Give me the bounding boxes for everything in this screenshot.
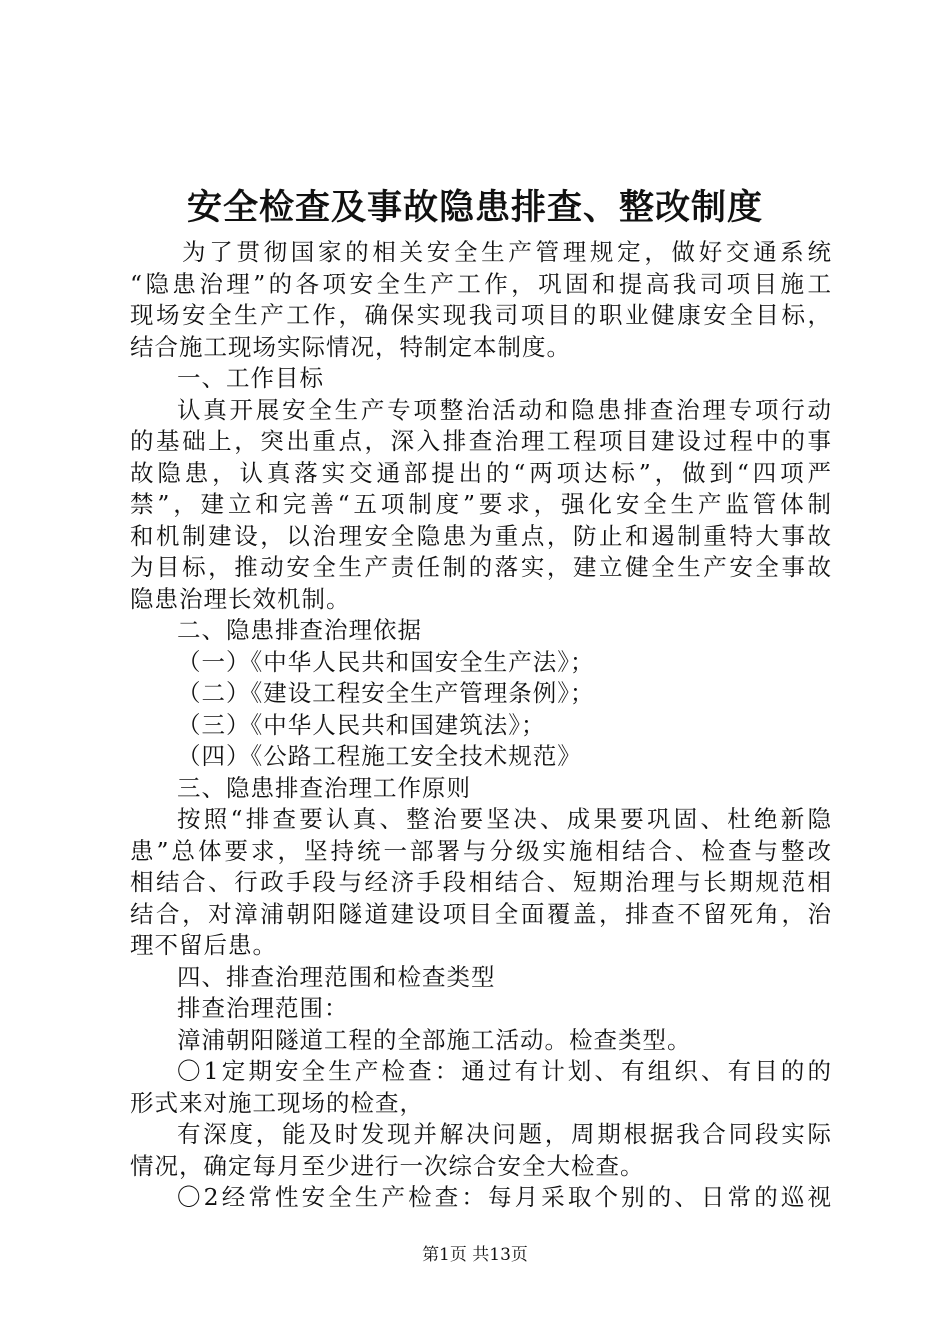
paragraph-line: 按照“排查要认真、整治要坚决、成果要巩固、杜绝新隐 xyxy=(177,805,832,833)
paragraph-line: 认真开展安全生产专项整治活动和隐患排查治理专项行动 xyxy=(177,395,832,424)
paragraph-line: 有深度，能及时发现并解决问题，周期根据我合同段实际 xyxy=(177,1120,832,1148)
document-title: 安全检查及事故隐患排查、整改制度 xyxy=(186,187,763,228)
paragraph-line: 结合，对漳浦朝阳隧道建设项目全面覆盖，排查不留死角，治 xyxy=(130,899,832,928)
list-item: （一）《中华人民共和国安全生产法》； xyxy=(177,647,595,676)
page-number: 第1页 共13页 xyxy=(422,1245,528,1265)
paragraph-line: 结合施工现场实际情况，特制定本制度。 xyxy=(130,332,571,361)
paragraph-line: 理不留后患。 xyxy=(130,931,277,959)
paragraph-line: 和机制建设，以治理安全隐患为重点，防止和遏制重特大事故 xyxy=(130,521,832,550)
paragraph-line: 现场安全生产工作，确保实现我司项目的职业健康安全目标， xyxy=(130,301,832,329)
section-heading: 二、隐患排查治理依据 xyxy=(177,616,422,644)
paragraph-line: 情况，确定每月至少进行一次综合安全大检查。 xyxy=(130,1151,645,1180)
paragraph-line: 为了贯彻国家的相关安全生产管理规定，做好交通系统 xyxy=(182,238,832,266)
list-item: （三）《中华人民共和国建筑法》； xyxy=(177,710,546,739)
section-heading: 一、工作目标 xyxy=(177,364,324,392)
paragraph-line: 为目标，推动安全生产责任制的落实，建立健全生产安全事故 xyxy=(130,553,832,581)
paragraph-line: 漳浦朝阳隧道工程的全部施工活动。检查类型。 xyxy=(177,1025,692,1054)
paragraph-line: 〇1定期安全生产检查：通过有计划、有组织、有目的的 xyxy=(177,1057,832,1085)
section-heading: 四、排查治理范围和检查类型 xyxy=(177,962,496,991)
paragraph-line: 排查治理范围： xyxy=(177,994,349,1022)
paragraph-line: 患”总体要求，坚持统一部署与分级实施相结合、检查与整改 xyxy=(130,836,832,865)
document-body xyxy=(130,237,832,1214)
paragraph-line: 相结合、行政手段与经济手段相结合、短期治理与长期规范相 xyxy=(130,868,832,896)
paragraph-line: 故隐患，认真落实交通部提出的“两项达标”，做到“四项严 xyxy=(130,458,832,487)
paragraph-line: “隐患治理”的各项安全生产工作，巩固和提高我司项目施工 xyxy=(130,269,832,298)
paragraph-line: 形式来对施工现场的检查， xyxy=(130,1088,424,1117)
list-item: （四）《公路工程施工安全技术规范》 xyxy=(177,742,582,770)
paragraph-line: 〇2经常性安全生产检查：每月采取个别的、日常的巡视 xyxy=(177,1183,832,1211)
list-item: （二）《建设工程安全生产管理条例》； xyxy=(177,679,595,707)
paragraph-line: 隐患治理长效机制。 xyxy=(130,584,351,613)
section-heading: 三、隐患排查治理工作原则 xyxy=(177,773,471,802)
paragraph-line: 的基础上，突出重点，深入排查治理工程项目建设过程中的事 xyxy=(130,427,832,455)
paragraph-line: 禁”，建立和完善“五项制度”要求，强化安全生产监管体制 xyxy=(130,490,832,518)
